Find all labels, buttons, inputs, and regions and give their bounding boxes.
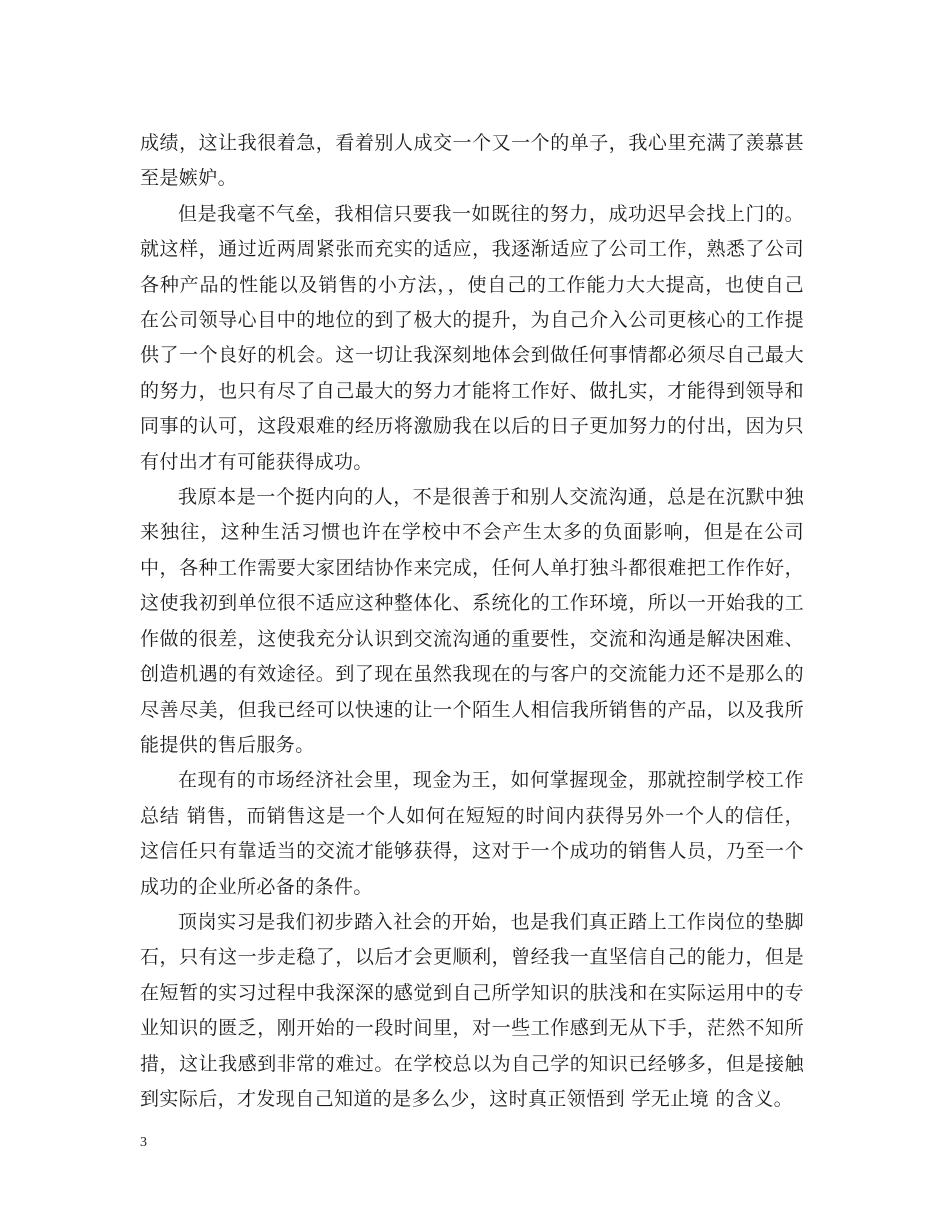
page-number: 3 <box>140 1135 147 1150</box>
paragraph-1: 成绩，这让我很着急，看着别人成交一个又一个的单子，我心里充满了羡慕甚至是嫉妒。 <box>140 132 804 190</box>
paragraph-2: 但是我毫不气垒，我相信只要我一如既往的努力，成功迟早会找上门的。就这样，通过近两周紧张而充实的适应，我逐渐适应了公司工作，熟悉了公司各种产品的性能以及销售的小方法，，使自己的工作能力大大提高，也使自己在公司领导心目中的地位的到了极大的提升，为自己介入公司更核心的工作提供了一个良好的机会。这一切让我深刻地体会到做任何事情都必须尽自己最大的努力，也只有尽了自己最大的努力才能将工作好、做扎实，才能得到领导和同事的认可，这段艰难的经历将激励我在以后的日子更加努力的付出，因为只有付出才有可能获得成功。 <box>140 202 804 473</box>
paragraph-5: 顶岗实习是我们初步踏入社会的开始，也是我们真正踏上工作岗位的垫脚石，只有这一步走稳了，以后才会更顺利，曾经我一直坚信自己的能力，但是在短暂的实习过程中我深深的感觉到自己所学知识的肤浅和在实际运用中的专业知识的匮乏，刚开始的一段时间里，对一些工作感到无从下手，茫然不知所措，这让我感到非常的难过。在学校总以为自己学的知识已经够多，但是接触到实际后，才发现自己知道的是多么少，这时真正领悟到 学无止境 的含义。 <box>140 910 804 1110</box>
paragraph-4: 在现有的市场经济社会里，现金为王，如何掌握现金，那就控制学校工作总结 销售，而销售这是一个人如何在短短的时间内获得另外一个人的信任，这信任只有靠适当的交流才能够获得，这对于一个成功的销售人员，乃至一个成功的企业所必备的条件。 <box>140 769 804 898</box>
body-text <box>140 126 804 1117</box>
paragraph-3: 我原本是一个挺内向的人，不是很善于和别人交流沟通，总是在沉默中独来独往，这种生活习惯也许在学校中不会产生太多的负面影响，但是在公司中，各种工作需要大家团结协作来完成，任何人单打独斗都很难把工作作好，这使我初到单位很不适应这种整体化、系统化的工作环境，所以一开始我的工作做的很差，这使我充分认识到交流沟通的重要性，交流和沟通是解决困难、创造机遇的有效途径。到了现在虽然我现在的与客户的交流能力还不是那么的尽善尽美，但我已经可以快速的让一个陌生人相信我所销售的产品，以及我所能提供的售后服务。 <box>140 486 804 756</box>
